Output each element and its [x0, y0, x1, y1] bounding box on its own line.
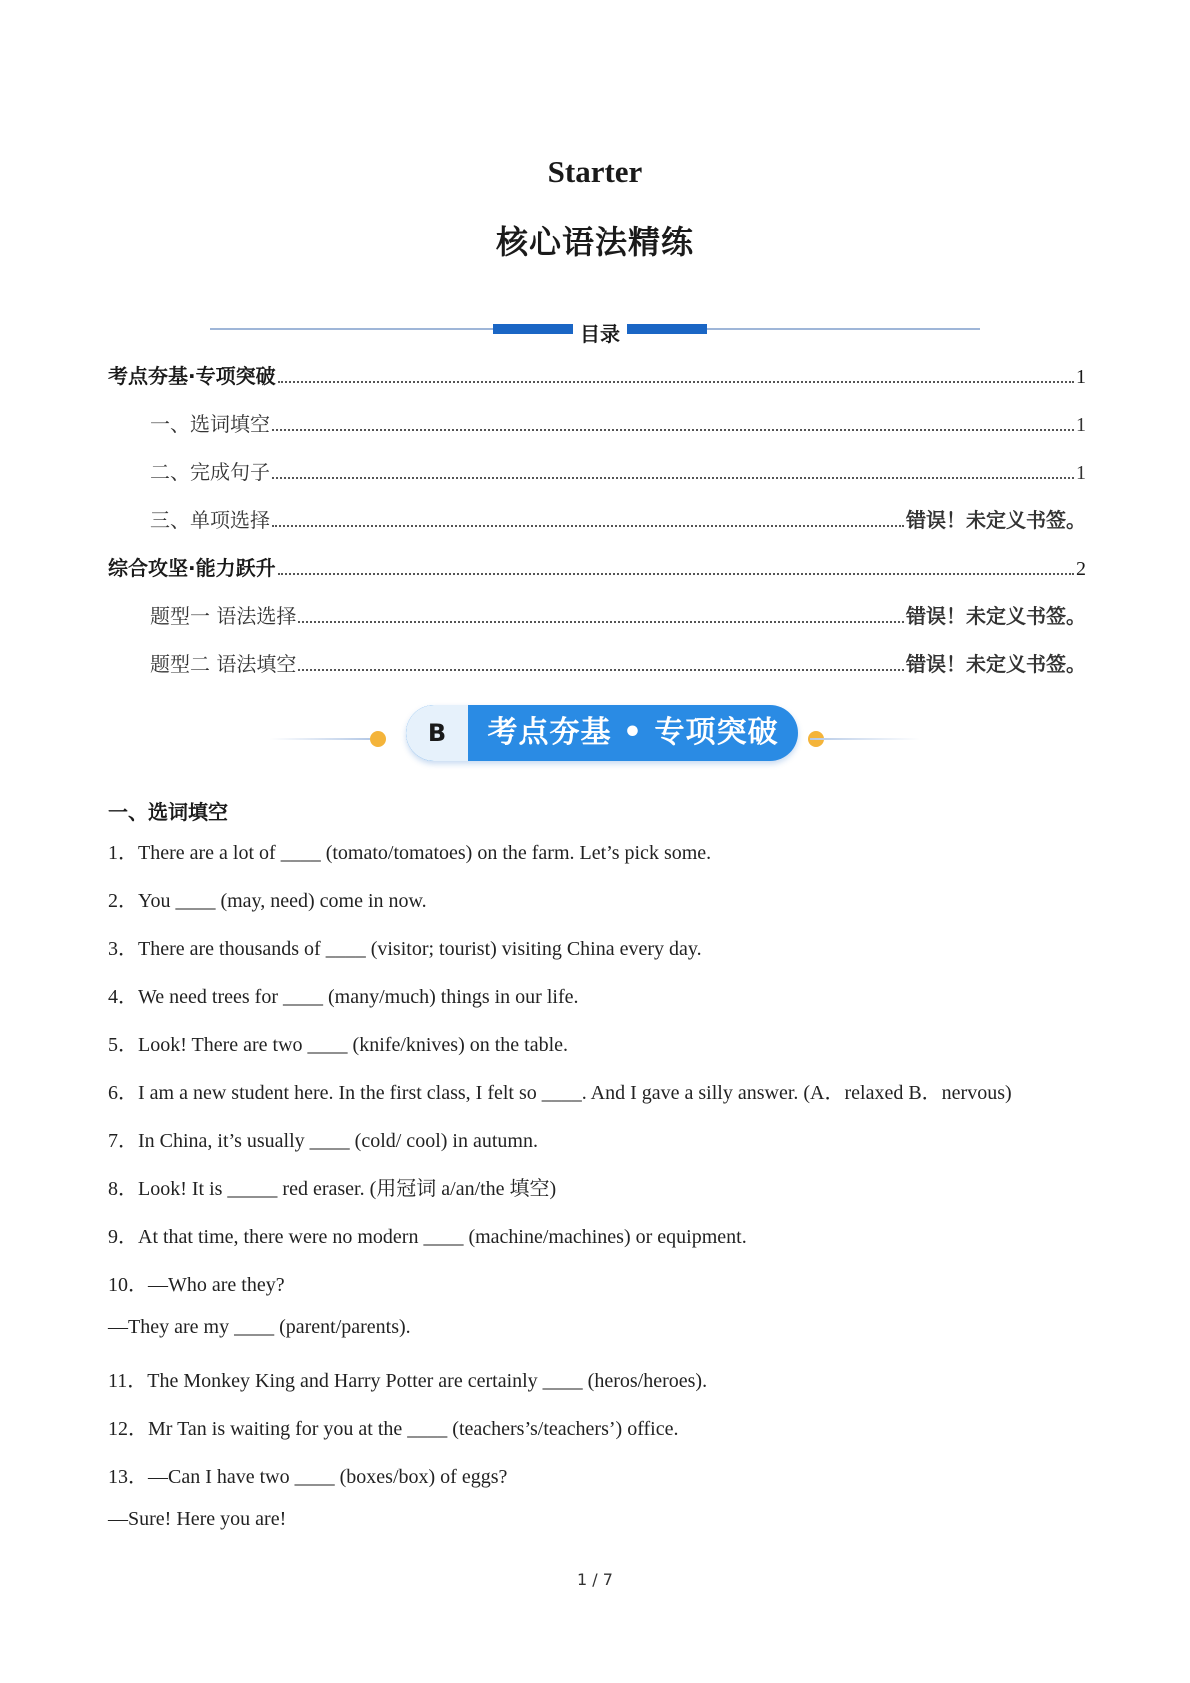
page-number: 1 / 7: [577, 1570, 613, 1589]
toc-entry-page: 1: [1076, 414, 1086, 436]
question-item: 6．I am a new student here. In the first class, I felt so ____. And I gave a silly answer. (A．relaxed B．nervous): [108, 1082, 1012, 1104]
section-heading: 一、选词填空: [108, 800, 228, 824]
banner-letter: B: [406, 705, 468, 761]
question-item: 2．You ____ (may, need) come in now.: [108, 890, 427, 912]
toc-entry[interactable]: [108, 456, 1086, 504]
toc-entry[interactable]: [108, 648, 1086, 696]
toc-entry-error: 错误！未定义书签。: [906, 652, 1086, 676]
page-subtitle: 核心语法精练: [495, 223, 694, 261]
question-item: 3．There are thousands of ____ (visitor; tourist) visiting China every day.: [108, 938, 702, 960]
toc-entry[interactable]: [108, 552, 1086, 600]
toc-leader-dots: [278, 380, 1074, 383]
toc-entry-text: 三、单项选择: [150, 508, 270, 532]
toc-leader-dots: [278, 572, 1074, 575]
toc-entry[interactable]: [108, 360, 1086, 408]
banner-dot-left: [370, 731, 386, 747]
question-item: 5．Look! There are two ____ (knife/knives) on the table.: [108, 1034, 569, 1056]
banner-line-right: [810, 738, 920, 740]
toc-entry-text: 综合攻坚·能力跃升: [108, 556, 276, 580]
toc-entry[interactable]: [108, 600, 1086, 648]
toc-header: [210, 318, 980, 346]
toc-entry-page: 2: [1076, 558, 1086, 580]
toc-heading: 目录: [573, 318, 627, 347]
section-banner: [270, 700, 920, 770]
question-item: 4．We need trees for ____ (many/much) things in our life.: [108, 986, 579, 1008]
question-item: 7．In China, it’s usually ____ (cold/ cool) in autumn.: [108, 1130, 538, 1152]
banner-pill: [406, 705, 798, 761]
toc-leader-dots: [272, 428, 1074, 431]
toc-entry-text: 一、选词填空: [150, 412, 270, 436]
toc-header-bar-left: [493, 324, 573, 334]
question-item: 11．The Monkey King and Harry Potter are certainly ____ (heros/heroes).: [108, 1370, 708, 1392]
question-item: 8．Look! It is _____ red eraser. (用冠词 a/an/the 填空): [108, 1178, 557, 1200]
toc-entry-error: 错误！未定义书签。: [906, 604, 1086, 628]
toc-entry-text: 二、完成句子: [150, 460, 270, 484]
toc-entry[interactable]: [108, 504, 1086, 552]
question-item: 1．There are a lot of ____ (tomato/tomatoes) on the farm. Let’s pick some.: [108, 842, 712, 864]
question-item: 13．—Can I have two ____ (boxes/box) of eggs?: [108, 1466, 508, 1488]
question-item: —Sure! Here you are!: [108, 1508, 287, 1530]
table-of-contents: [108, 360, 1086, 696]
banner-title: 考点夯基 • 专项突破: [487, 715, 779, 750]
toc-leader-dots: [272, 524, 904, 527]
question-list: [108, 836, 1088, 1556]
toc-leader-dots: [298, 620, 904, 623]
toc-entry-text: 考点夯基·专项突破: [108, 364, 276, 388]
toc-entry-error: 错误！未定义书签。: [906, 508, 1086, 532]
toc-entry-text: 题型二 语法填空: [150, 652, 297, 676]
toc-entry-page: 1: [1076, 462, 1086, 484]
question-item: 10．—Who are they?: [108, 1274, 285, 1296]
toc-entry-text: 题型一 语法选择: [150, 604, 297, 628]
toc-leader-dots: [298, 668, 904, 671]
toc-entry-page: 1: [1076, 366, 1086, 388]
question-item: —They are my ____ (parent/parents).: [108, 1316, 411, 1338]
toc-header-bar-right: [627, 324, 707, 334]
toc-entry[interactable]: [108, 408, 1086, 456]
question-item: 12．Mr Tan is waiting for you at the ____ (teachers’s/teachers’) office.: [108, 1418, 679, 1440]
question-item: 9．At that time, there were no modern ____ (machine/machines) or equipment.: [108, 1226, 747, 1248]
page-title: Starter: [547, 154, 643, 189]
banner-line-left: [270, 738, 370, 740]
toc-leader-dots: [272, 476, 1074, 479]
